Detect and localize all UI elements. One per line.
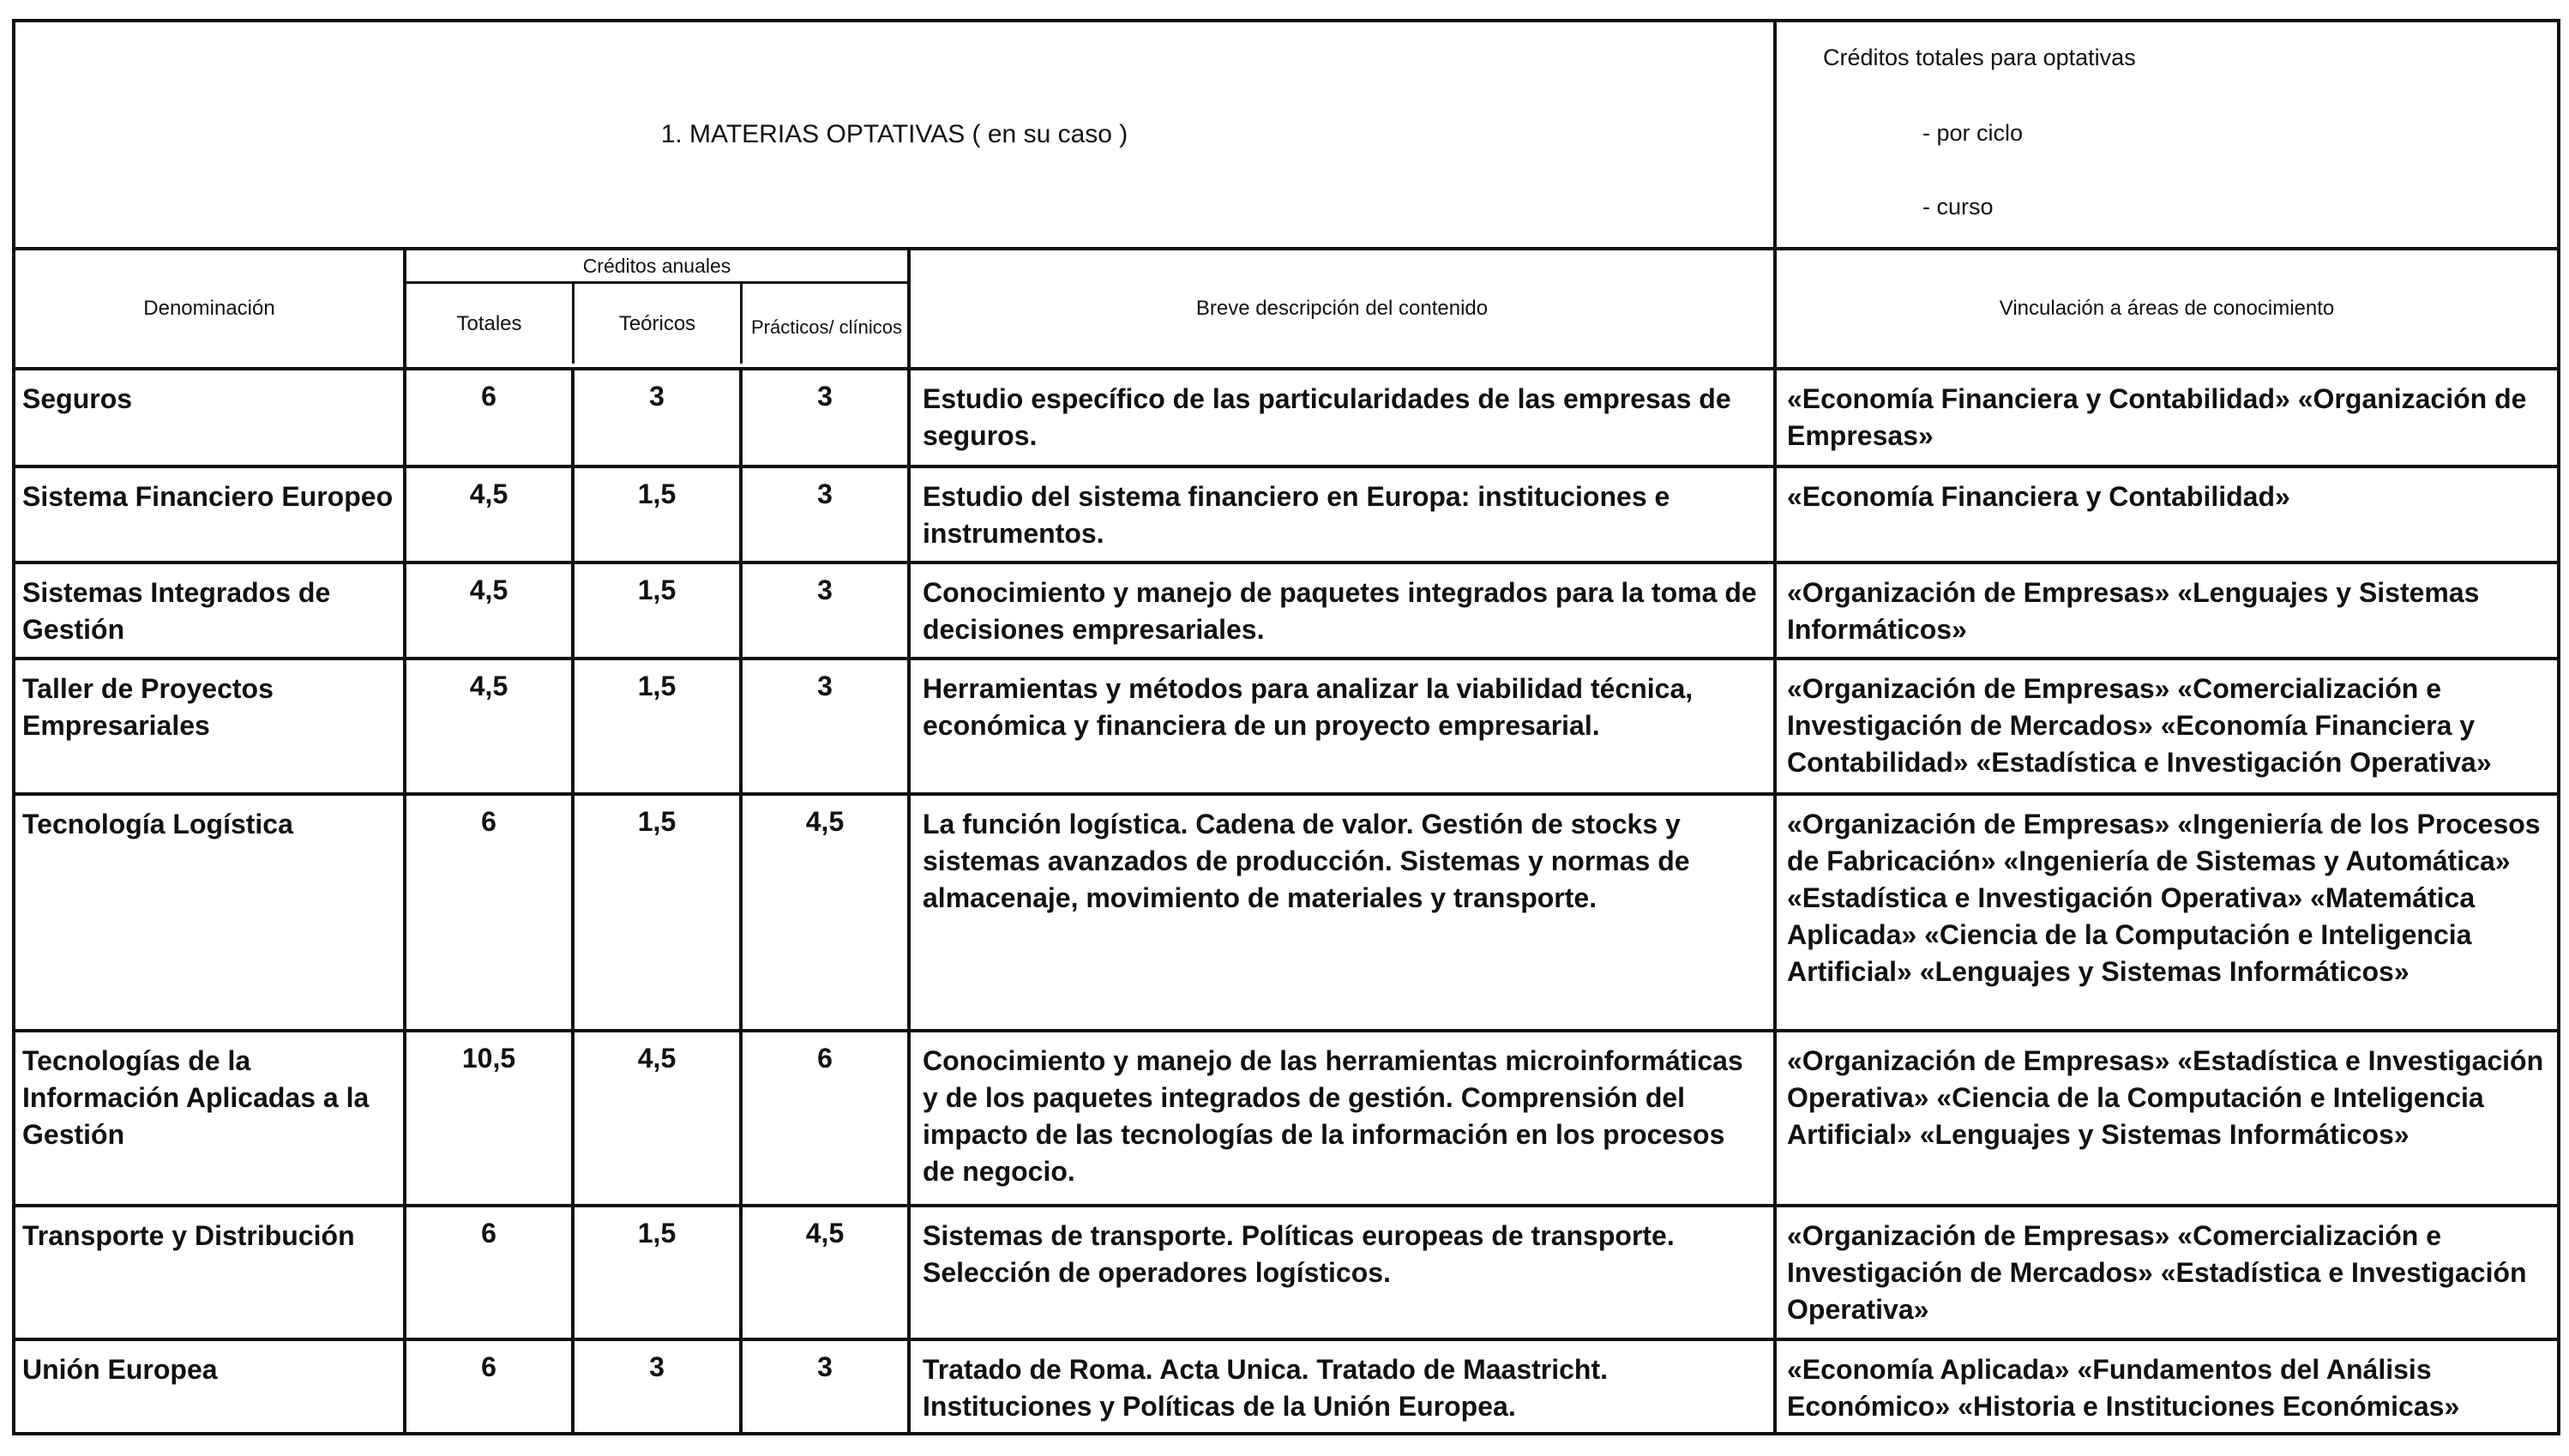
subject-description: Tratado de Roma. Acta Unica. Tratado de Maastricht. Instituciones y Políticas de la Unión Europea. — [909, 1339, 1775, 1434]
subject-name: Tecnología Logística — [14, 794, 405, 1031]
table-row — [14, 659, 2559, 794]
credits-totales: 6 — [405, 369, 573, 466]
table-row — [14, 369, 2559, 466]
knowledge-areas: «Organización de Empresas» «Estadística e Investigación Operativa» «Ciencia de la Computación e Inteligencia Artificial» «Lenguajes y Sistemas Informáticos» — [1775, 1031, 2559, 1206]
knowledge-areas: «Organización de Empresas» «Comercialización e Investigación de Mercados» «Estadística e Investigación Operativa» — [1775, 1206, 2559, 1339]
subject-description: La función logística. Cadena de valor. Gestión de stocks y sistemas avanzados de producción. Sistemas y normas de almacenaje, movimiento de materiales y transporte. — [909, 794, 1775, 1031]
subject-description: Estudio específico de las particularidades de las empresas de seguros. — [909, 369, 1775, 466]
optional-subjects-table — [12, 19, 2560, 1435]
credits-teoricos: 1,5 — [573, 659, 741, 794]
col-creditos-anuales — [405, 249, 909, 369]
subject-name: Tecnologías de la Información Aplicadas a la Gestión — [14, 1031, 405, 1206]
table-row — [14, 563, 2559, 659]
credits-teoricos: 1,5 — [573, 1206, 741, 1339]
credits-teoricos: 1,5 — [573, 563, 741, 659]
knowledge-areas: «Economía Aplicada» «Fundamentos del Análisis Económico» «Historia e Instituciones Económicas» — [1775, 1339, 2559, 1434]
document-sheet — [12, 19, 2557, 1449]
credits-practicos: 3 — [741, 563, 909, 659]
col-descripcion: Breve descripción del contenido — [909, 249, 1775, 369]
subject-description: Herramientas y métodos para analizar la viabilidad técnica, económica y financiera de un proyecto empresarial. — [909, 659, 1775, 794]
per-cycle-label: - por ciclo — [1922, 120, 2024, 146]
table-row — [14, 1031, 2559, 1206]
credits-practicos: 3 — [741, 466, 909, 563]
subject-name: Sistemas Integrados de Gestión — [14, 563, 405, 659]
subject-name: Sistema Financiero Europeo — [14, 466, 405, 563]
table-row — [14, 794, 2559, 1031]
credits-practicos: 6 — [741, 1031, 909, 1206]
credits-totales: 10,5 — [405, 1031, 573, 1206]
col-totales: Totales — [406, 284, 575, 364]
credits-totales: 6 — [405, 794, 573, 1031]
credits-totales: 6 — [405, 1339, 573, 1434]
credits-practicos: 3 — [741, 659, 909, 794]
credits-totales: 4,5 — [405, 466, 573, 563]
credits-teoricos: 3 — [573, 369, 741, 466]
subject-name: Seguros — [14, 369, 405, 466]
table-row — [14, 1339, 2559, 1434]
credits-practicos: 4,5 — [741, 794, 909, 1031]
col-vinculacion: Vinculación a áreas de conocimiento — [1775, 249, 2559, 369]
credits-teoricos: 1,5 — [573, 794, 741, 1031]
col-practicos: Prácticos/ clínicos — [750, 316, 903, 338]
creditos-anuales-label: Créditos anuales — [406, 250, 907, 284]
credits-practicos: 4,5 — [741, 1206, 909, 1339]
knowledge-areas: «Organización de Empresas» «Ingeniería de los Procesos de Fabricación» «Ingeniería de Sistemas y Automática» «Estadística e Investigación Operativa» «Matemática Aplicada» «Ciencia de la Computación e Inteligencia Artificial» «Lenguajes y Sistemas Informáticos» — [1775, 794, 2559, 1031]
credits-totales: 4,5 — [405, 659, 573, 794]
course-label: - curso — [1922, 194, 1994, 220]
col-denominacion: Denominación — [14, 249, 405, 369]
credits-teoricos: 1,5 — [573, 466, 741, 563]
credits-teoricos: 4,5 — [573, 1031, 741, 1206]
subject-description: Sistemas de transporte. Políticas europeas de transporte. Selección de operadores logísticos. — [909, 1206, 1775, 1339]
credits-totales: 6 — [405, 1206, 573, 1339]
table-title-row — [14, 21, 2559, 249]
credits-practicos: 3 — [741, 1339, 909, 1434]
subject-name: Unión Europea — [14, 1339, 405, 1434]
subject-description: Conocimiento y manejo de paquetes integrados para la toma de decisiones empresariales. — [909, 563, 1775, 659]
knowledge-areas: «Organización de Empresas» «Comercialización e Investigación de Mercados» «Economía Financiera y Contabilidad» «Estadística e Investigación Operativa» — [1775, 659, 2559, 794]
knowledge-areas: «Economía Financiera y Contabilidad» «Organización de Empresas» — [1775, 369, 2559, 466]
table-row — [14, 1206, 2559, 1339]
col-teoricos: Teóricos — [575, 284, 743, 364]
subject-name: Taller de Proyectos Empresariales — [14, 659, 405, 794]
credits-practicos: 3 — [741, 369, 909, 466]
subject-description: Conocimiento y manejo de las herramientas microinformáticas y de los paquetes integrados de gestión. Comprensión del impacto de las tecnologías de la información en los procesos de negocio. — [909, 1031, 1775, 1206]
total-credits-label: Créditos totales para optativas — [1823, 45, 2136, 70]
table-title-cell — [14, 21, 1775, 249]
knowledge-areas: «Economía Financiera y Contabilidad» — [1775, 466, 2559, 563]
total-credits-cell — [1775, 21, 2559, 249]
knowledge-areas: «Organización de Empresas» «Lenguajes y Sistemas Informáticos» — [1775, 563, 2559, 659]
subject-description: Estudio del sistema financiero en Europa: instituciones e instrumentos. — [909, 466, 1775, 563]
subject-name: Transporte y Distribución — [14, 1206, 405, 1339]
column-header-row — [14, 249, 2559, 369]
table-title: 1. MATERIAS OPTATIVAS ( en su caso ) — [660, 120, 1128, 148]
table-row — [14, 466, 2559, 563]
credits-teoricos: 3 — [573, 1339, 741, 1434]
credits-totales: 4,5 — [405, 563, 573, 659]
